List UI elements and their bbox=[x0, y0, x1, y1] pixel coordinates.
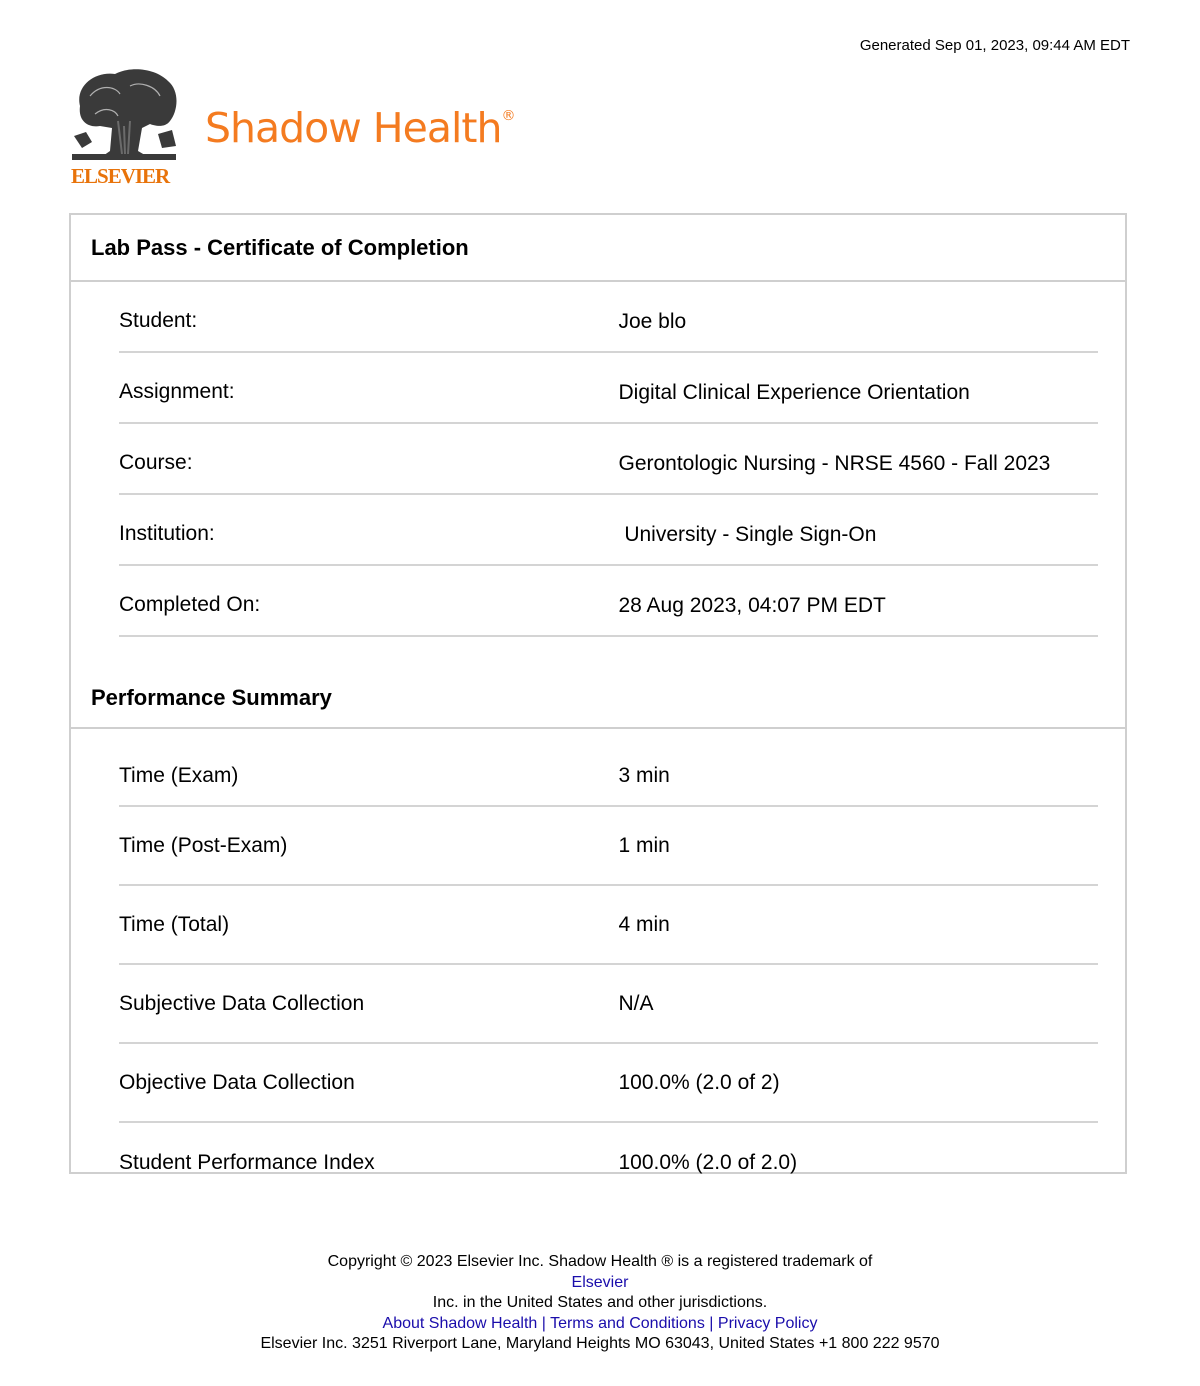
perf-label: Time (Total) bbox=[119, 912, 230, 936]
info-row-student bbox=[119, 282, 1098, 353]
elsevier-link[interactable]: Elsevier bbox=[571, 1273, 629, 1291]
terms-and-conditions-link[interactable]: Terms and Conditions bbox=[550, 1314, 705, 1332]
info-row-assignment bbox=[119, 353, 1098, 424]
perf-row-time-total bbox=[119, 886, 1098, 965]
perf-label: Time (Exam) bbox=[119, 764, 239, 787]
certificate-panel bbox=[69, 213, 1127, 1174]
perf-label: Objective Data Collection bbox=[119, 1070, 355, 1094]
about-shadow-health-link[interactable]: About Shadow Health bbox=[382, 1314, 538, 1332]
perf-value: N/A bbox=[618, 991, 654, 1015]
elsevier-tree-logo-icon bbox=[70, 66, 180, 166]
brand-registered-mark: ® bbox=[501, 108, 515, 124]
footer-link-separator: | bbox=[709, 1314, 714, 1332]
info-label: Student: bbox=[119, 309, 198, 332]
info-value: Digital Clinical Experience Orientation bbox=[618, 381, 970, 404]
footer-links bbox=[0, 1314, 1200, 1335]
perf-row-objective bbox=[119, 1044, 1098, 1123]
perf-value: 3 min bbox=[618, 764, 670, 787]
perf-label: Subjective Data Collection bbox=[119, 991, 365, 1015]
info-value: 28 Aug 2023, 04:07 PM EDT bbox=[618, 594, 886, 617]
info-row-institution bbox=[119, 495, 1098, 566]
info-row-completed-on bbox=[119, 566, 1098, 637]
footer-jurisdiction: Inc. in the United States and other jurisdictions. bbox=[432, 1294, 768, 1311]
perf-value: 1 min bbox=[618, 833, 670, 857]
info-row-course bbox=[119, 424, 1098, 495]
perf-row-subjective bbox=[119, 965, 1098, 1044]
footer-link-separator: | bbox=[541, 1314, 546, 1332]
performance-summary-table bbox=[119, 729, 1098, 1202]
brand-name: Shadow Health bbox=[205, 104, 502, 152]
generated-timestamp: Generated Sep 01, 2023, 09:44 AM EDT bbox=[859, 37, 1130, 54]
elsevier-wordmark: ELSEVIER bbox=[71, 164, 170, 188]
perf-value: 100.0% (2.0 of 2) bbox=[618, 1070, 780, 1094]
perf-label: Time (Post-Exam) bbox=[119, 833, 288, 857]
certificate-info-table bbox=[119, 282, 1098, 637]
info-value: University - Single Sign-On bbox=[618, 523, 877, 546]
info-label: Assignment: bbox=[119, 380, 235, 403]
footer-address: Elsevier Inc. 3251 Riverport Lane, Maryland Heights MO 63043, United States +1 800 222 9570 bbox=[260, 1335, 940, 1352]
privacy-policy-link[interactable]: Privacy Policy bbox=[717, 1314, 818, 1332]
perf-row-spi bbox=[119, 1123, 1098, 1202]
perf-label: Student Performance Index bbox=[119, 1150, 375, 1174]
info-label: Course: bbox=[119, 451, 193, 474]
info-value: Joe blo bbox=[618, 310, 687, 333]
shadow-health-logo bbox=[205, 104, 514, 152]
performance-summary-title: Performance Summary bbox=[71, 657, 1125, 729]
perf-value: 100.0% (2.0 of 2.0) bbox=[618, 1150, 798, 1174]
info-label: Completed On: bbox=[119, 593, 261, 616]
perf-row-time-post-exam bbox=[119, 807, 1098, 886]
footer-copyright: Copyright © 2023 Elsevier Inc. Shadow Health ® is a registered trademark of bbox=[327, 1253, 873, 1270]
perf-value: 4 min bbox=[618, 912, 670, 936]
header-logos bbox=[70, 66, 540, 191]
page-footer bbox=[0, 1252, 1200, 1355]
perf-row-time-exam bbox=[119, 729, 1098, 807]
info-value: Gerontologic Nursing - NRSE 4560 - Fall 2023 bbox=[618, 452, 1051, 475]
info-label: Institution: bbox=[119, 522, 215, 545]
certificate-title: Lab Pass - Certificate of Completion bbox=[71, 215, 1125, 282]
